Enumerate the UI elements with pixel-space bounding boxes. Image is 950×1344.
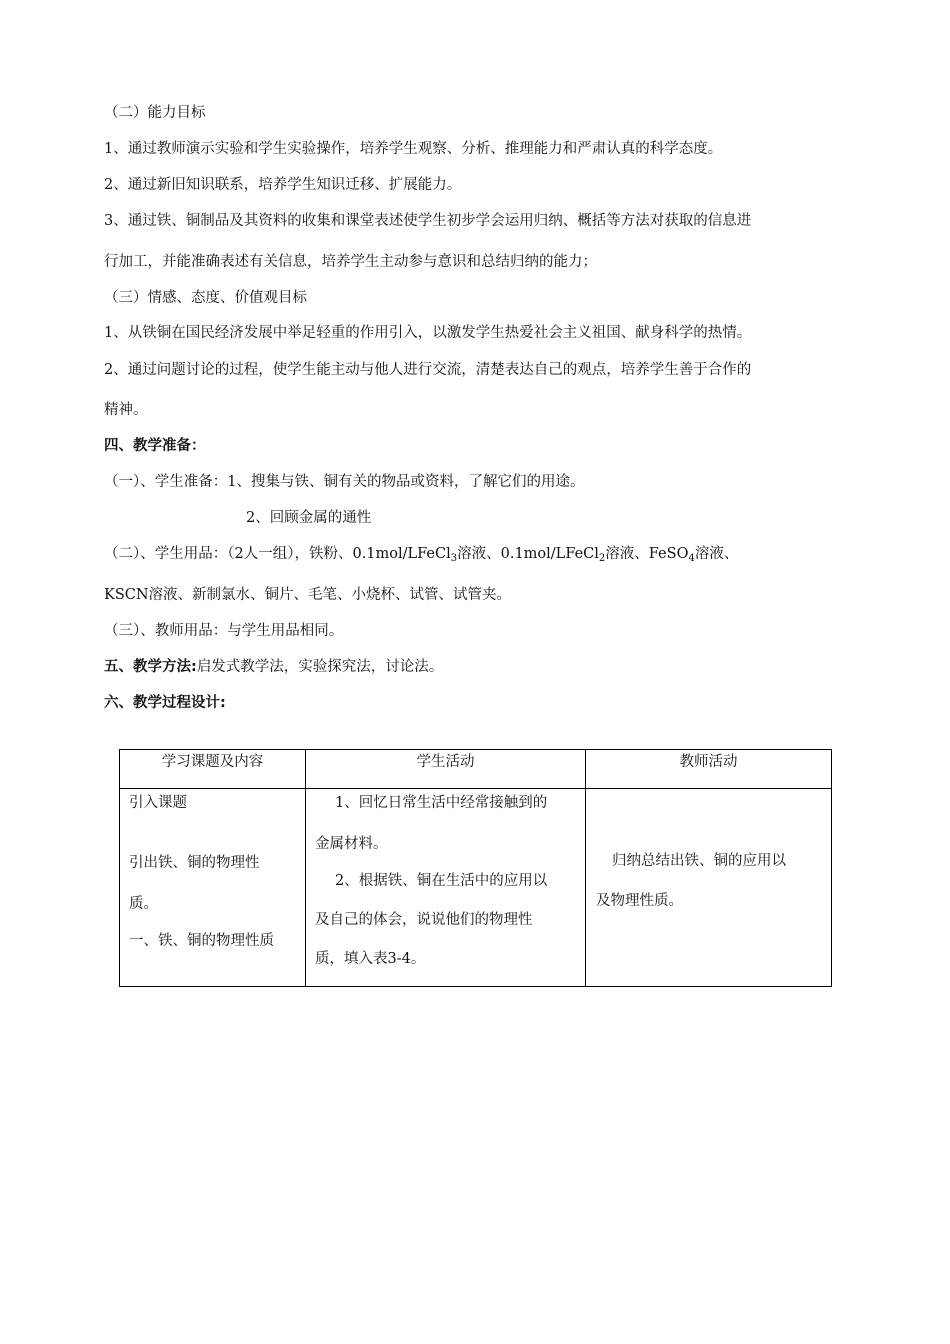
- ability-goal-item-1: 1、通过教师演示实验和学生实验操作，培养学生观察、分析、推理能力和严肃认真的科学态度。: [104, 141, 723, 157]
- student-preparation-2: 2、回顾金属的通性: [246, 510, 372, 526]
- subscript-4: 4: [688, 553, 695, 564]
- teaching-process-table: [119, 749, 832, 987]
- table-header-teacher-activity: 教师活动: [586, 750, 832, 789]
- student-preparation: （一）、学生准备：1、搜集与铁、铜有关的物品或资料，了解它们的用途。: [104, 474, 585, 490]
- teacher-activity-line-2: 及物理性质。: [596, 893, 683, 909]
- student-items-a: （二）、学生用品：（2人一组），铁粉、0.1mol/LFeCl: [104, 546, 451, 562]
- student-activity-line-3: 2、根据铁、铜在生活中的应用以: [335, 873, 548, 889]
- ability-goal-item-3-line-1: 3、通过铁、铜制品及其资料的收集和课堂表述使学生初步学会运用归纳、概括等方法对获取的信息进: [104, 213, 752, 229]
- method-heading: 五、教学方法:: [104, 659, 197, 675]
- emotion-goal-item-2-line-2: 精神。: [104, 402, 148, 418]
- topic-line-4: 一、铁、铜的物理性质: [129, 933, 274, 949]
- ability-goal-item-3-line-2: 行加工，并能准确表述有关信息，培养学生主动参与意识和总结归纳的能力；: [104, 254, 597, 270]
- ability-goal-item-2: 2、通过新旧知识联系，培养学生知识迁移、扩展能力。: [104, 177, 462, 193]
- student-activity-line-4: 及自己的体会，说说他们的物理性: [315, 912, 533, 928]
- topic-cell: [120, 789, 306, 987]
- teacher-activity-cell: [586, 789, 832, 987]
- subscript-3: 3: [450, 553, 458, 564]
- topic-line-3: 质。: [129, 896, 158, 912]
- student-items-line-1: [104, 544, 738, 569]
- topic-line-2: 引出铁、铜的物理性: [129, 855, 260, 871]
- emotion-goal-item-1: 1、从铁铜在国民经济发展中举足轻重的作用引入，以激发学生热爱社会主义祖国、献身科学的热情。: [104, 325, 752, 341]
- student-activity-cell: [306, 789, 586, 987]
- method-line: [104, 657, 443, 677]
- topic-line-1: 引入课题: [129, 795, 187, 811]
- student-activity-line-2: 金属材料。: [315, 836, 388, 852]
- subscript-2: 2: [598, 553, 606, 564]
- table-header-row: [120, 750, 832, 789]
- student-items-c: 溶液、FeSO: [605, 546, 689, 562]
- ability-goal-heading: （二）能力目标: [104, 105, 206, 121]
- emotion-goal-item-2-line-1: 2、通过问题讨论的过程，使学生能主动与他人进行交流，清楚表达自己的观点，培养学生善于合作的: [104, 362, 752, 378]
- table-row: [120, 789, 832, 987]
- process-heading: 六、教学过程设计:: [104, 695, 226, 711]
- emotion-goal-heading: （三）情感、态度、价值观目标: [104, 290, 307, 306]
- method-text: 启发式教学法，实验探究法，讨论法。: [196, 659, 444, 675]
- teacher-activity-line-1: 归纳总结出铁、铜的应用以: [612, 853, 786, 869]
- student-activity-line-1: 1、回忆日常生活中经常接触到的: [335, 795, 548, 811]
- table-header-student-activity: 学生活动: [306, 750, 586, 789]
- preparation-heading: 四、教学准备：: [104, 438, 206, 454]
- student-activity-line-5: 质，填入表3-4。: [315, 951, 426, 967]
- student-items-b: 溶液、0.1mol/LFeCl: [457, 546, 599, 562]
- teacher-items: （三）、教师用品：与学生用品相同。: [104, 623, 344, 639]
- student-items-line-2: KSCN溶液、新制氯水、铜片、毛笔、小烧杯、试管、试管夹。: [104, 587, 512, 603]
- table-header-topic: 学习课题及内容: [120, 750, 306, 789]
- student-items-d: 溶液、: [694, 546, 739, 562]
